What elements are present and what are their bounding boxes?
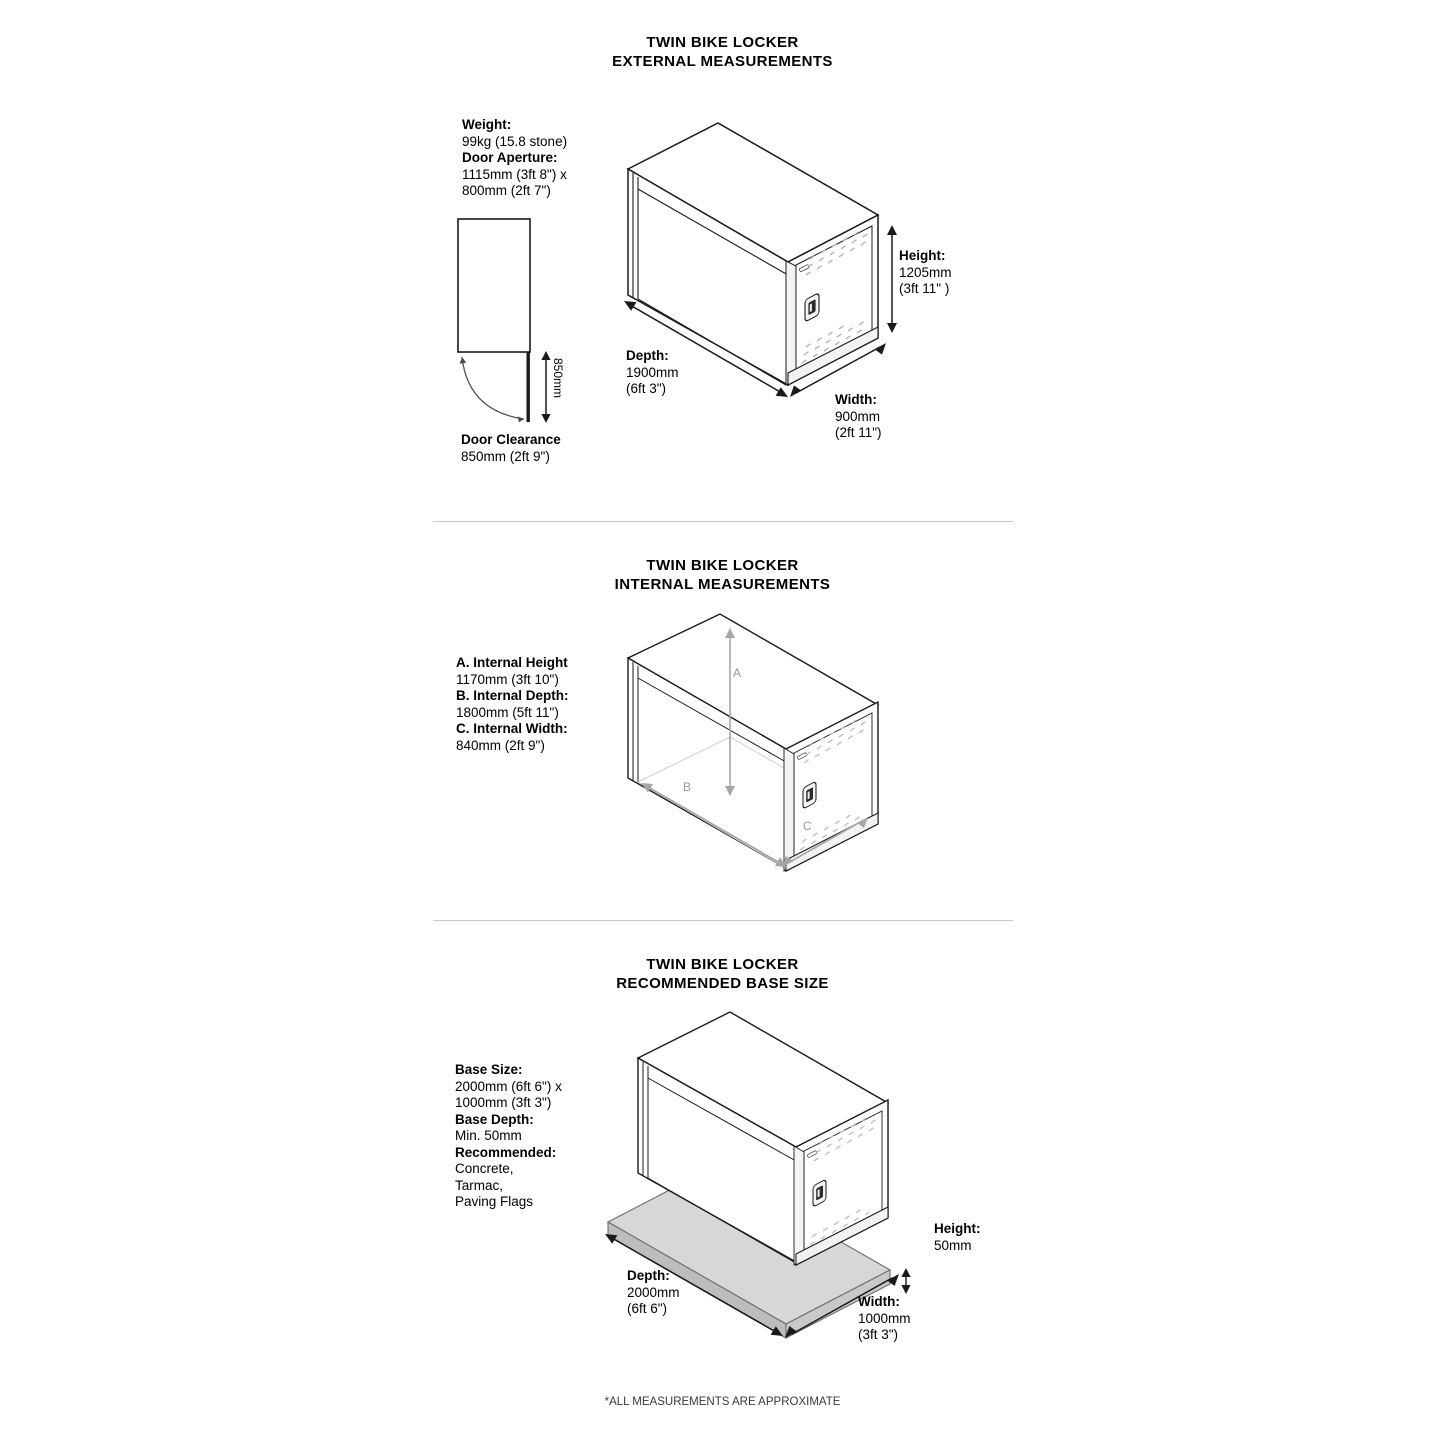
- internal-height-value: 1170mm (3ft 10"): [456, 671, 559, 687]
- base-size-value1: 2000mm (6ft 6") x: [455, 1078, 562, 1094]
- base-recommended-value1: Concrete,: [455, 1161, 514, 1176]
- external-width-dim: [835, 392, 882, 442]
- width-arrow-start: [790, 385, 801, 397]
- base-title-line1: TWIN BIKE LOCKER: [646, 956, 799, 973]
- swing-arrow-end: [518, 416, 524, 422]
- height-arrow-bottom: [887, 323, 897, 333]
- external-depth-dim: [626, 348, 679, 398]
- external-height-value2: (3ft 11" ): [899, 281, 950, 296]
- door-clearance-caption-label: Door Clearance: [461, 432, 561, 447]
- base-spec-list: [455, 1062, 562, 1211]
- door-clearance-vertical-dim: 850mm: [551, 358, 565, 399]
- internal-door-stile: [784, 748, 794, 871]
- door-aperture-value-line2: 800mm (2ft 7"): [462, 183, 551, 198]
- external-width-value1: 900mm: [835, 408, 881, 424]
- base-size-label: Base Size:: [455, 1062, 523, 1077]
- external-width-label: Width:: [835, 392, 877, 407]
- base-locker-door-stile: [794, 1146, 804, 1265]
- base-recommended-value3: Paving Flags: [455, 1194, 534, 1209]
- weight-label: Weight:: [462, 117, 512, 132]
- internal-spec-list: [456, 655, 569, 754]
- base-width-dim-value2: (3ft 3"): [858, 1327, 899, 1342]
- depth-arrow-start: [624, 301, 636, 311]
- base-recommended-value2: Tarmac,: [455, 1177, 504, 1193]
- base-section-title: [0, 955, 1445, 993]
- external-height-dim: [899, 248, 952, 298]
- callout-c-label: C: [803, 819, 812, 833]
- door-aperture-value-line1: 1115mm (3ft 8") x: [462, 166, 567, 182]
- external-height-label: Height:: [899, 248, 946, 263]
- door-clearance-caption-value: 850mm (2ft 9"): [461, 448, 550, 464]
- open-door-leaf: [527, 352, 530, 422]
- base-height-value1: 50mm: [934, 1237, 972, 1253]
- base-width-dim-label: Width:: [858, 1294, 900, 1309]
- internal-title-line1: TWIN BIKE LOCKER: [646, 557, 799, 574]
- base-height-label: Height:: [934, 1221, 981, 1236]
- base-title-line2: RECOMMENDED BASE SIZE: [616, 975, 829, 992]
- external-depth-value2: (6ft 3"): [626, 381, 667, 396]
- base-height-arrow-top: [901, 1268, 910, 1277]
- locker-plan-rect: [458, 219, 530, 352]
- height-arrow-top: [887, 225, 897, 235]
- base-depth-label: Base Depth:: [455, 1111, 534, 1127]
- base-depth-dim: [627, 1268, 680, 1318]
- base-height-dim: [934, 1221, 981, 1254]
- base-depth-value: Min. 50mm: [455, 1128, 522, 1143]
- width-arrow-end: [875, 343, 886, 355]
- swing-arrow-start: [460, 357, 467, 364]
- internal-width-label: C. Internal Width:: [456, 721, 568, 736]
- internal-width-value: 840mm (2ft 9"): [456, 737, 545, 753]
- divider-1: [433, 521, 1013, 522]
- external-depth-value1: 1900mm: [626, 364, 679, 380]
- external-height-value1: 1205mm: [899, 264, 952, 280]
- external-width-value2: (2ft 11"): [835, 425, 882, 440]
- base-height-arrow-bottom: [901, 1285, 910, 1294]
- internal-locker-isometric: [610, 610, 920, 880]
- external-title-line1: TWIN BIKE LOCKER: [646, 34, 799, 51]
- base-width-dim: [858, 1294, 911, 1344]
- base-depth-dim-label: Depth:: [627, 1268, 670, 1283]
- base-width-dim-value1: 1000mm: [858, 1310, 911, 1326]
- internal-depth-value: 1800mm (5ft 11"): [456, 704, 559, 720]
- weight-value: 99kg (15.8 stone): [462, 133, 568, 149]
- footnote: *ALL MEASUREMENTS ARE APPROXIMATE: [604, 1396, 841, 1408]
- clearance-arrow-bottom: [541, 414, 550, 423]
- callout-a-label: A: [733, 666, 742, 680]
- clearance-arrow-top: [541, 351, 550, 360]
- base-depth-dim-value1: 2000mm: [627, 1284, 680, 1300]
- base-depth-dim-value2: (6ft 6"): [627, 1301, 668, 1316]
- depth-arrow-end: [776, 387, 788, 397]
- door-swing-arc: [462, 357, 524, 419]
- external-depth-label: Depth:: [626, 348, 669, 363]
- external-spec-list: [462, 117, 567, 200]
- external-section-title: [0, 33, 1445, 71]
- door-clearance-caption: [461, 432, 561, 465]
- callout-b-label: B: [683, 780, 692, 794]
- internal-title-line2: INTERNAL MEASUREMENTS: [614, 576, 831, 593]
- base-recommended-label: Recommended:: [455, 1144, 557, 1160]
- external-title-line2: EXTERNAL MEASUREMENTS: [612, 53, 833, 70]
- base-size-value2: 1000mm (3ft 3"): [455, 1095, 552, 1110]
- internal-height-label: A. Internal Height: [456, 655, 568, 670]
- door-clearance-diagram: [440, 205, 580, 435]
- internal-section-title: [0, 556, 1445, 594]
- divider-2: [433, 920, 1013, 921]
- door-aperture-label: Door Aperture:: [462, 150, 558, 165]
- internal-depth-label: B. Internal Depth:: [456, 688, 569, 703]
- locker-door-stile: [786, 261, 796, 385]
